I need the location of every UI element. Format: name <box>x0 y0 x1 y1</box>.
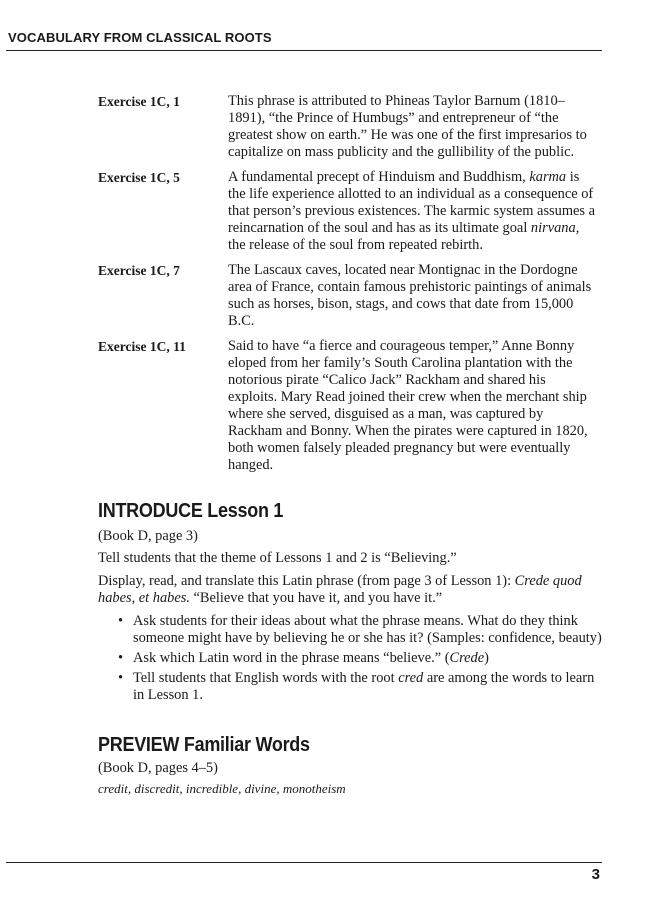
exercise-label: Exercise 1C, 5 <box>98 170 180 185</box>
text-fragment: Display, read, and translate this Latin phrase (from page 3 of Lesson 1): <box>98 573 515 589</box>
text-fragment: is the life experience allotted to an individual as a consequence of that person’s previous existences. The karmic system assumes a reincarnation of the soul and has as its ultimate goal <box>228 169 596 236</box>
preview-word-list: credit, discredit, incredible, divine, monotheism <box>98 781 346 796</box>
text-fragment: ) <box>484 650 489 666</box>
italic-term: Crede <box>449 650 485 666</box>
introduce-heading: INTRODUCE Lesson 1 <box>98 500 284 522</box>
text-fragment: Ask which Latin word in the phrase means “believe.” ( <box>133 650 450 666</box>
exercise-label: Exercise 1C, 7 <box>98 263 180 278</box>
header-rule <box>6 50 602 51</box>
text-fragment: are among the words to learn in Lesson 1. <box>133 670 595 703</box>
exercise-text: Said to have “a fierce and courageous temper,” Anne Bonny eloped from her family’s South Carolina plantation with the notorious pirate “Calico Jack” Rackham and shared his exploits. Mary Read joined their crew when the merchant ship where she served, disguised as a man, was captured by Rackham and Bonny. When the pirates were captured in 1820, both women falsely pleaded pregnancy but were eventually hanged. <box>228 338 588 473</box>
introduce-display <box>98 573 598 607</box>
list-item <box>118 670 602 704</box>
exercise-note <box>98 93 598 161</box>
exercise-note <box>98 262 598 330</box>
italic-term: karma <box>529 169 567 185</box>
exercise-note <box>98 169 598 254</box>
footer-rule <box>6 862 602 863</box>
exercise-notes <box>98 93 598 482</box>
introduce-theme: Tell students that the theme of Lessons 1 and 2 is “Believing.” <box>98 550 457 566</box>
running-title: VOCABULARY FROM CLASSICAL ROOTS <box>8 30 272 45</box>
introduce-bullets <box>118 613 602 707</box>
bullet-icon: • <box>118 613 124 629</box>
text-fragment: Tell students that English words with the root <box>133 670 399 686</box>
text-fragment: A fundamental precept of Hinduism and Buddhism, <box>228 169 530 185</box>
exercise-note <box>98 338 598 474</box>
preview-reference: (Book D, pages 4–5) <box>98 760 218 776</box>
exercise-text <box>228 169 598 254</box>
bullet-icon: • <box>118 670 124 686</box>
introduce-reference: (Book D, page 3) <box>98 528 198 544</box>
list-item <box>118 613 602 647</box>
bullet-icon: • <box>118 650 124 666</box>
latin-phrase: Crede quod habes, et habes. <box>98 573 582 606</box>
list-item <box>118 650 602 667</box>
exercise-label: Exercise 1C, 11 <box>98 339 186 354</box>
exercise-text: The Lascaux caves, located near Montignac in the Dordogne area of France, contain famous prehistoric paintings of animals such as horses, bison, stags, and cows that date from 15,000 B.C. <box>228 262 592 329</box>
italic-term: cred <box>398 670 424 686</box>
exercise-label: Exercise 1C, 1 <box>98 94 180 109</box>
preview-heading: PREVIEW Familiar Words <box>98 734 310 756</box>
bullet-text: Ask students for their ideas about what the phrase means. What do they think someone might have by believing he or she has it? (Samples: confidence, beauty) <box>133 613 602 646</box>
italic-term: nirvana, <box>530 220 580 236</box>
text-fragment: “Believe that you have it, and you have it.” <box>189 590 443 606</box>
page-number: 3 <box>591 866 600 883</box>
text-fragment: the release of the soul from repeated rebirth. <box>228 237 483 253</box>
exercise-text: This phrase is attributed to Phineas Taylor Barnum (1810–1891), “the Prince of Humbugs” and entrepreneur of “the greatest show on earth.” He was one of the first impresarios to capitalize on mass publicity and the gullibility of the public. <box>228 93 587 160</box>
